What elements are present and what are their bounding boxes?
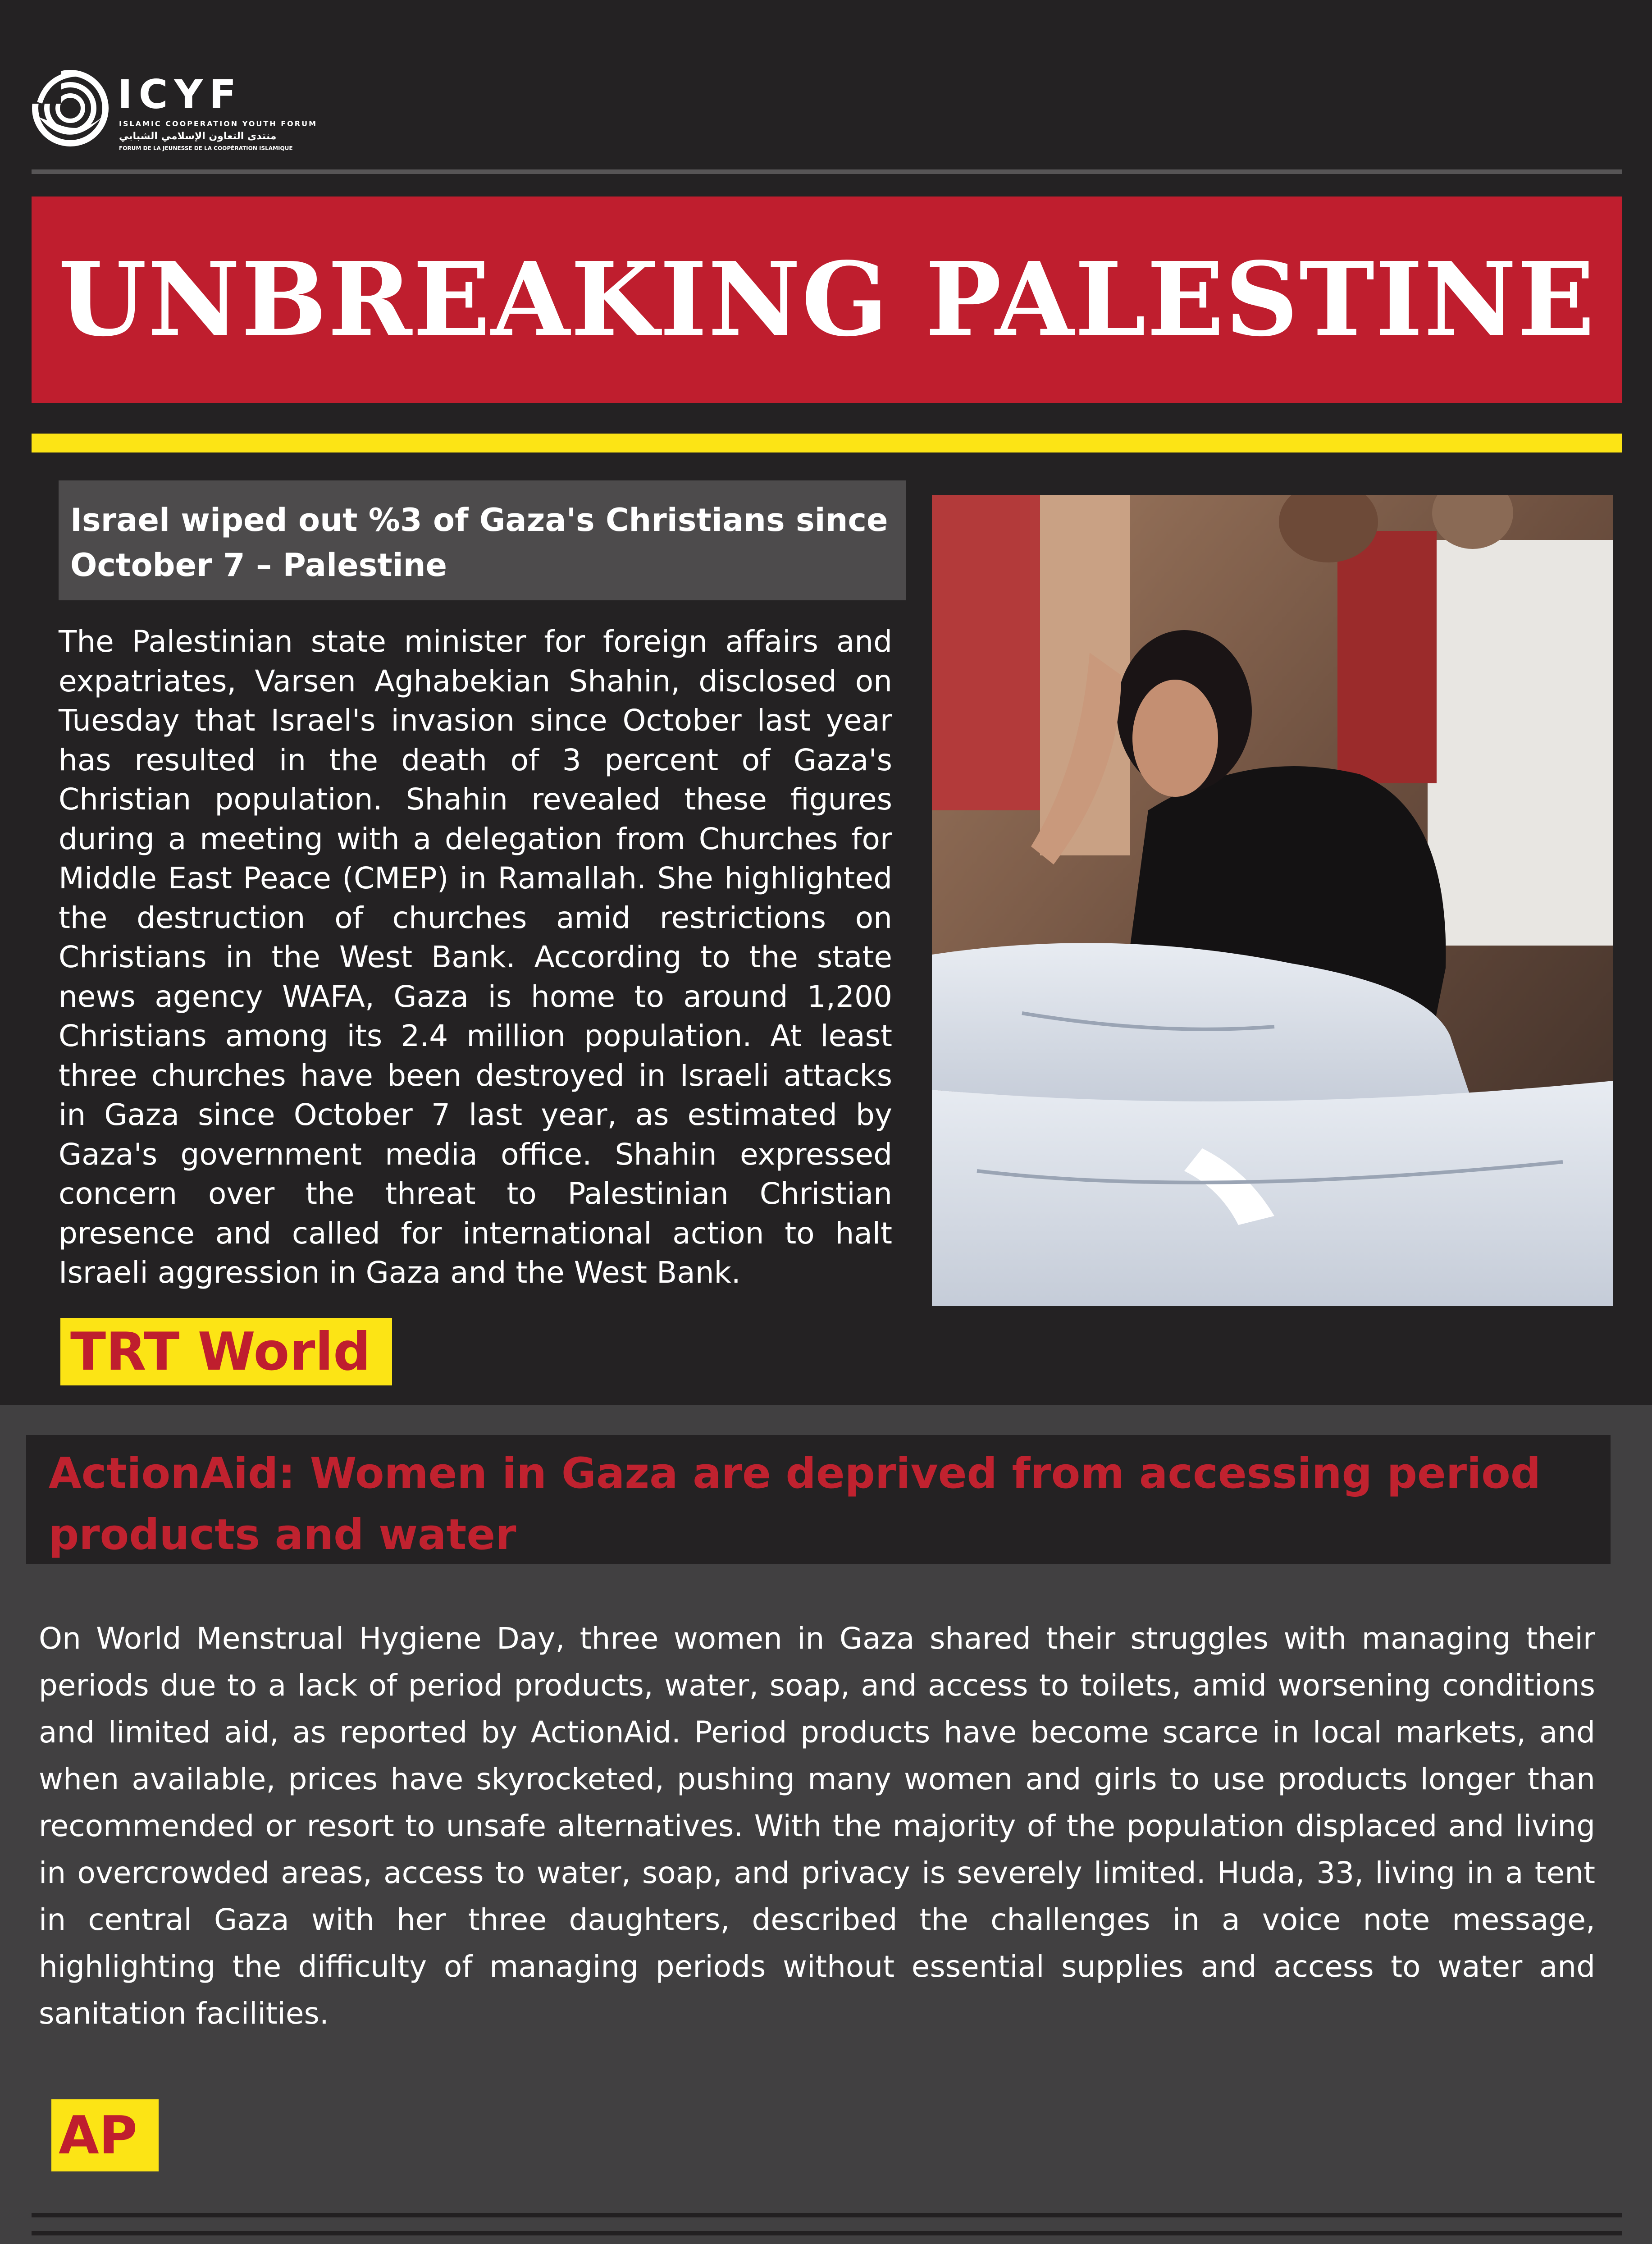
article1-source-tag: TRT World (60, 1318, 392, 1385)
icyf-logo (30, 63, 317, 153)
logo-subtitle-en: ISLAMIC COOPERATION YOUTH FORUM (119, 119, 317, 128)
article1-body: The Palestinian state minister for foreign affairs and expatriates, Varsen Aghabekian Shahin, disclosed on Tuesday that Israel's invasion since October last year has resulted in the death of 3 percent of Gaza's Christian population. Shahin revealed these figures during a meeting with a delegation from Churches for Middle East Peace (CMEP) in Ramallah. She highlighted the destruction of churches amid restrictions on Christians in the West Bank. According to the state news agency WAFA, Gaza is home to around 1,200 Christians among its 2.4 million population. At least three churches have been destroyed in Israeli attacks in Gaza since October 7 last year, as estimated by Gaza's government media office. Shahin expressed concern over the threat to Palestinian Christian presence and called for international action to halt Israeli aggression in Gaza and the West Bank. (59, 624, 892, 1290)
article1-headline-box (59, 480, 906, 600)
top-divider (32, 169, 1622, 174)
article2-headline-box (26, 1435, 1611, 1564)
article2-headline: ActionAid: Women in Gaza are deprived from accessing period products and water (49, 1449, 1541, 1559)
logo-subtitle-ar: منتدى التعاون الإسلامي الشبابي (119, 131, 277, 142)
article2-source-tag: AP (51, 2099, 159, 2171)
bottom-divider-2 (32, 2231, 1622, 2235)
logo-name: ICYF (118, 71, 243, 118)
mourning-woman-photo-icon (932, 495, 1613, 1306)
article1-headline: Israel wiped out %3 of Gaza's Christians since October 7 – Palestine (70, 502, 888, 584)
bottom-divider-1 (32, 2213, 1622, 2217)
article2-body: On World Menstrual Hygiene Day, three women in Gaza shared their struggles with managing their periods due to a lack of period products, water, soap, and access to toilets, amid worsening conditions and limited aid, as reported by ActionAid. Period products have become scarce in local markets, and when available, prices have skyrocketed, pushing many women and girls to use products longer than recommended or resort to unsafe alternatives. With the majority of the population displaced and living in overcrowded areas, access to water, soap, and privacy is severely limited. Huda, 33, living in a tent in central Gaza with her three daughters, described the challenges in a voice note message, highlighting the difficulty of managing periods without essential supplies and access to water and sanitation facilities. (39, 1621, 1595, 2031)
article1-photo (932, 495, 1613, 1306)
yellow-divider (32, 434, 1622, 452)
icyf-logo-mark-icon (30, 68, 111, 149)
title-banner (32, 197, 1622, 403)
page-title: UNBREAKING PALESTINE (58, 240, 1596, 359)
logo-subtitle-fr: FORUM DE LA JEUNESSE DE LA COOPÉRATION ISLAMIQUE (119, 145, 293, 151)
